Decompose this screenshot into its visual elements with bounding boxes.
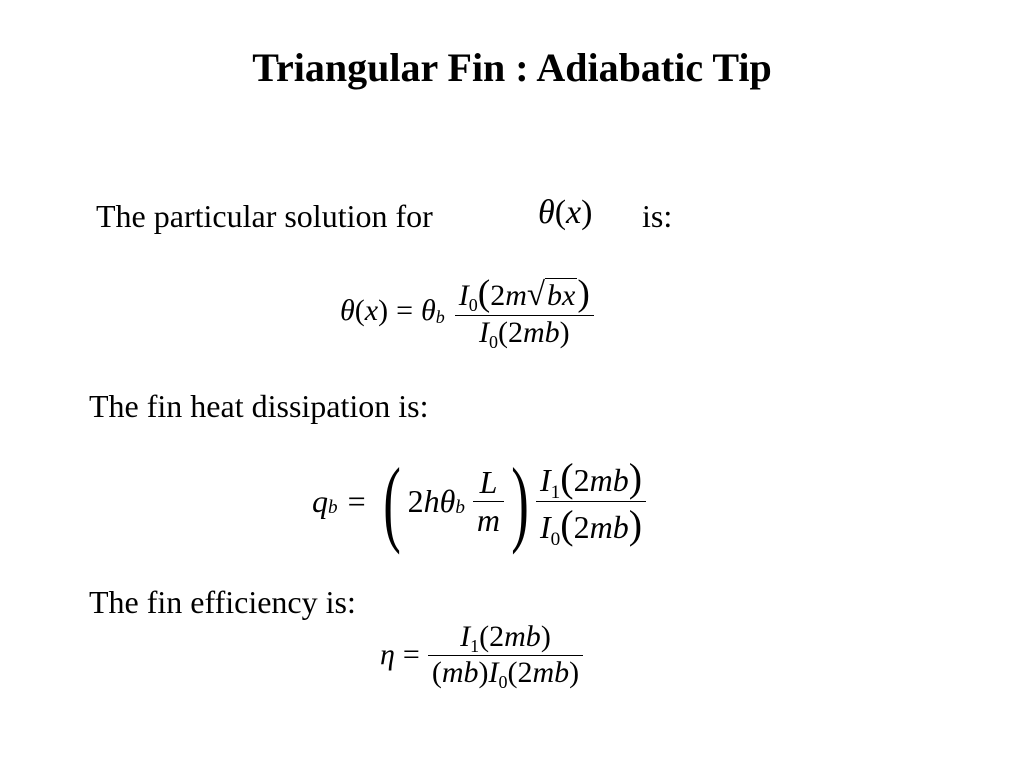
equation-fin-efficiency: η = $\frac{I_1(2mb)}{(mb)I_0(2mb)}$: [380, 620, 583, 690]
fraction-L-over-m: $\frac{L}{m}$: [473, 464, 504, 539]
fraction-bessel-ratio: $\frac{I_0(2m√bx)}{I_0(2mb)}$: [455, 272, 594, 351]
text-particular-solution: The particular solution for: [96, 198, 433, 234]
fraction-efficiency: $\frac{I_1(2mb)}{(mb)I_0(2mb)}$: [428, 620, 583, 690]
fraction-bessel-I1-over-I0: $\frac{I_1(2mb)}{I_0(2mb)}$: [536, 455, 646, 548]
text-fin-efficiency: The fin efficiency is:: [89, 584, 356, 620]
equation-heat-dissipation: q b = ( 2 h θ b $\frac{L}{m}$ ) $\frac{I_1(2mb)}{I_0(2mb)}$: [312, 446, 646, 557]
text-heat-dissipation: The fin heat dissipation is:: [89, 388, 429, 424]
equation-theta-solution: θ ( x ) = θ b $\frac{I_0(2m√bx)}{I_0(2mb)}$: [340, 272, 594, 351]
inline-theta-x: θ(x): [538, 194, 593, 231]
text-is: is:: [642, 198, 673, 234]
square-root: √bx: [526, 277, 576, 313]
slide-title: Triangular Fin : Adiabatic Tip: [252, 45, 772, 90]
